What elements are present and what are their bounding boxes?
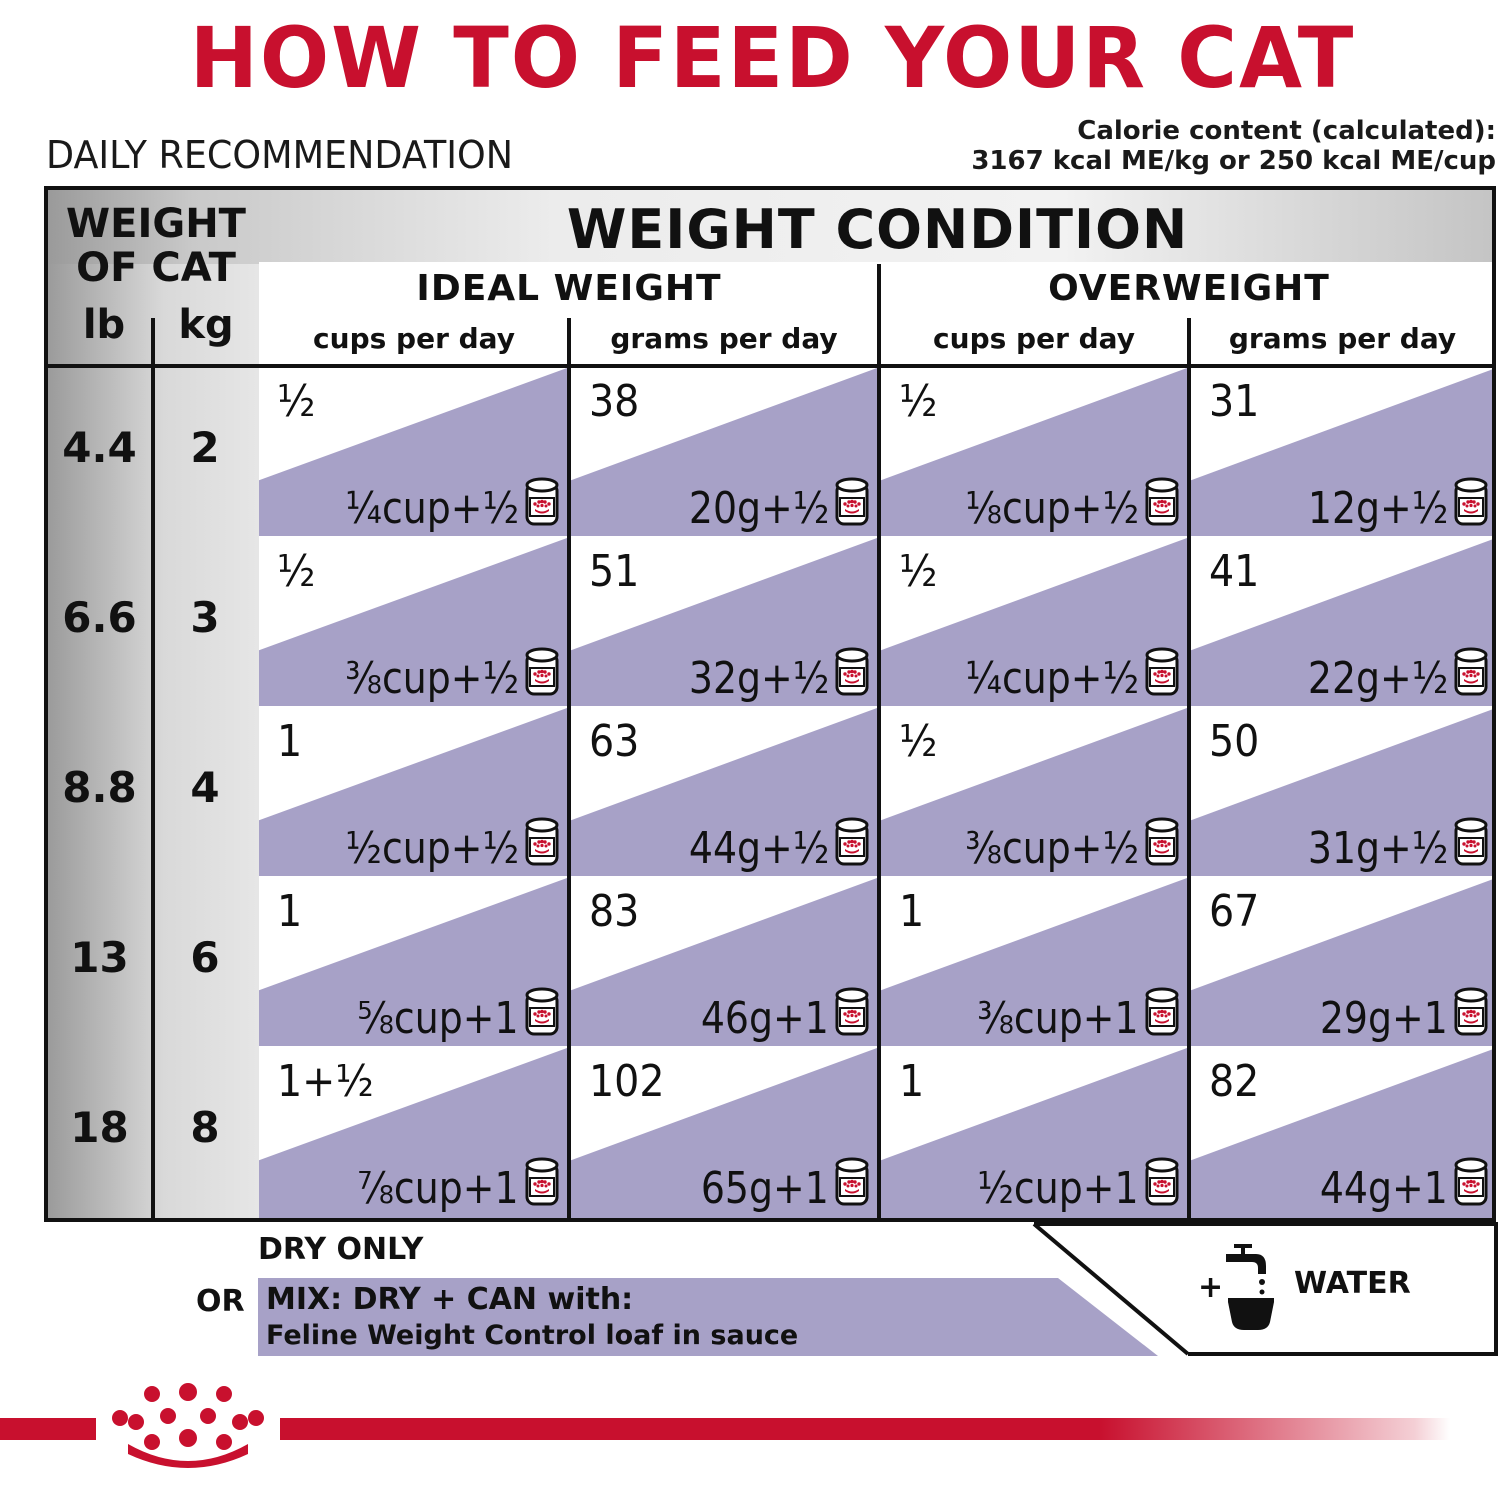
can-icon (1454, 816, 1488, 868)
dry-only-value: 51 (589, 546, 640, 597)
lb-header: lb (82, 302, 126, 348)
mix-value: ⅜cup+1 (977, 993, 1139, 1044)
plus-sign: + (1198, 1270, 1224, 1305)
mix-value: 20g+½ (688, 483, 829, 534)
feeding-cell (259, 878, 567, 1048)
header-divider (48, 364, 1496, 368)
weight-condition-header: WEIGHT CONDITION (566, 198, 1189, 261)
can-icon (1145, 986, 1179, 1038)
mix-value: 22g+½ (1307, 653, 1448, 704)
dry-only-label: DRY ONLY (258, 1232, 424, 1267)
can-icon (835, 1156, 869, 1208)
water-label: WATER (1294, 1266, 1411, 1301)
ideal-grams-header: grams per day (610, 322, 838, 355)
can-icon (525, 476, 559, 528)
feeding-table (44, 186, 1496, 1222)
mix-value: 12g+½ (1307, 483, 1448, 534)
page-title: HOW TO FEED YOUR CAT (189, 9, 1356, 107)
dry-only-value: 63 (589, 716, 640, 767)
ideal-cups-header: cups per day (313, 322, 515, 355)
can-icon (1454, 986, 1488, 1038)
can-icon (1454, 646, 1488, 698)
can-icon (525, 1156, 559, 1208)
dry-only-value: 1 (899, 1056, 925, 1107)
dry-only-value: ½ (899, 546, 938, 597)
dry-only-value: 1 (899, 886, 925, 937)
can-icon (525, 816, 559, 868)
mix-value: ⅜cup+½ (965, 823, 1139, 874)
mix-value: ¼cup+½ (345, 483, 519, 534)
can-icon (835, 986, 869, 1038)
feeding-cell (571, 1048, 877, 1218)
over-divider (1187, 318, 1191, 1222)
weight-lb: 18 (70, 1103, 129, 1152)
dry-only-value: 31 (1209, 376, 1260, 427)
weight-lb: 13 (70, 933, 129, 982)
mix-value: 46g+1 (701, 993, 829, 1044)
feeding-cell (1191, 538, 1496, 708)
over-cups-header: cups per day (933, 322, 1135, 355)
dry-only-value: ½ (277, 376, 316, 427)
can-icon (835, 816, 869, 868)
can-icon (835, 646, 869, 698)
weight-lb: 8.8 (62, 763, 137, 812)
feeding-cell (259, 708, 567, 878)
mix-label: MIX: DRY + CAN with: (266, 1282, 634, 1317)
lb-kg-divider (151, 366, 155, 1222)
feeding-cell (881, 708, 1187, 878)
mix-value: ⅞cup+1 (357, 1163, 519, 1214)
or-label: OR (196, 1284, 245, 1319)
mix-value: ½cup+½ (345, 823, 519, 874)
kg-header: kg (178, 302, 234, 348)
daily-recommendation-heading: DAILY RECOMMENDATION (46, 133, 514, 177)
weight-lb: 4.4 (62, 423, 137, 472)
weight-kg: 3 (190, 593, 220, 642)
mix-value: 32g+½ (688, 653, 829, 704)
mix-value: 31g+½ (1307, 823, 1448, 874)
ideal-weight-header: IDEAL WEIGHT (416, 268, 722, 309)
feeding-cell (1191, 368, 1496, 538)
mix-value: 65g+1 (701, 1163, 829, 1214)
calorie-content (971, 116, 1496, 176)
can-icon (1145, 646, 1179, 698)
weight-kg: 2 (190, 423, 220, 472)
feeding-cell (881, 368, 1187, 538)
over-grams-header: grams per day (1228, 322, 1457, 355)
mix-value: ⅜cup+½ (345, 653, 519, 704)
feeding-cell (1191, 708, 1496, 878)
mix-value: ⅛cup+½ (965, 483, 1139, 534)
can-icon (1145, 476, 1179, 528)
feeding-cell (259, 1048, 567, 1218)
weight-kg: 6 (190, 933, 220, 982)
dry-only-value: 1 (277, 716, 303, 767)
dry-only-value: 41 (1209, 546, 1260, 597)
overweight-header: OVERWEIGHT (1048, 268, 1330, 309)
brand-stripe-right (280, 1418, 1450, 1440)
weight-kg: 8 (190, 1103, 220, 1152)
weight-lb: 6.6 (62, 593, 137, 642)
can-icon (1145, 816, 1179, 868)
can-icon (1454, 1156, 1488, 1208)
feeding-cell (571, 708, 877, 878)
calorie-line-1: Calorie content (calculated): (1077, 116, 1496, 146)
feeding-cell (881, 538, 1187, 708)
brand-stripe-left (0, 1418, 96, 1440)
mix-value: ½cup+1 (977, 1163, 1139, 1214)
dry-only-value: 83 (589, 886, 640, 937)
mix-value: 44g+½ (688, 823, 829, 874)
feeding-cell (259, 538, 567, 708)
can-icon (1145, 1156, 1179, 1208)
feeding-cell (571, 878, 877, 1048)
dry-only-value: ½ (899, 376, 938, 427)
feeding-cell (259, 368, 567, 538)
mix-value: ⅝cup+1 (357, 993, 519, 1044)
mix-value: 44g+1 (1320, 1163, 1448, 1214)
dry-only-value: 50 (1209, 716, 1260, 767)
can-icon (525, 646, 559, 698)
crown-logo (100, 1382, 276, 1472)
dry-only-value: 1+½ (277, 1056, 374, 1107)
feeding-cell (571, 368, 877, 538)
feeding-cell (881, 1048, 1187, 1218)
can-icon (525, 986, 559, 1038)
dry-only-value: 67 (1209, 886, 1260, 937)
weight-kg: 4 (190, 763, 220, 812)
ideal-divider (567, 318, 571, 1222)
dry-only-value: 1 (277, 886, 303, 937)
dry-only-value: 38 (589, 376, 640, 427)
feeding-cell (571, 538, 877, 708)
feeding-cell (1191, 1048, 1496, 1218)
can-icon (835, 476, 869, 528)
mix-product-label: Feline Weight Control loaf in sauce (266, 1320, 799, 1351)
dry-only-value: ½ (277, 546, 316, 597)
weight-of-cat-header: WEIGHT OF CAT (66, 201, 246, 291)
dry-only-value: ½ (899, 716, 938, 767)
condition-divider (877, 264, 881, 1222)
lb-kg-divider-top (151, 318, 155, 366)
calorie-line-2: 3167 kcal ME/kg or 250 kcal ME/cup (971, 146, 1496, 176)
can-icon (1454, 476, 1488, 528)
feeding-cell (1191, 878, 1496, 1048)
dry-only-value: 82 (1209, 1056, 1260, 1107)
faucet-bowl-icon (1222, 1240, 1278, 1334)
mix-value: ¼cup+½ (965, 653, 1139, 704)
dry-only-value: 102 (589, 1056, 665, 1107)
mix-value: 29g+1 (1320, 993, 1448, 1044)
feeding-cell (881, 878, 1187, 1048)
